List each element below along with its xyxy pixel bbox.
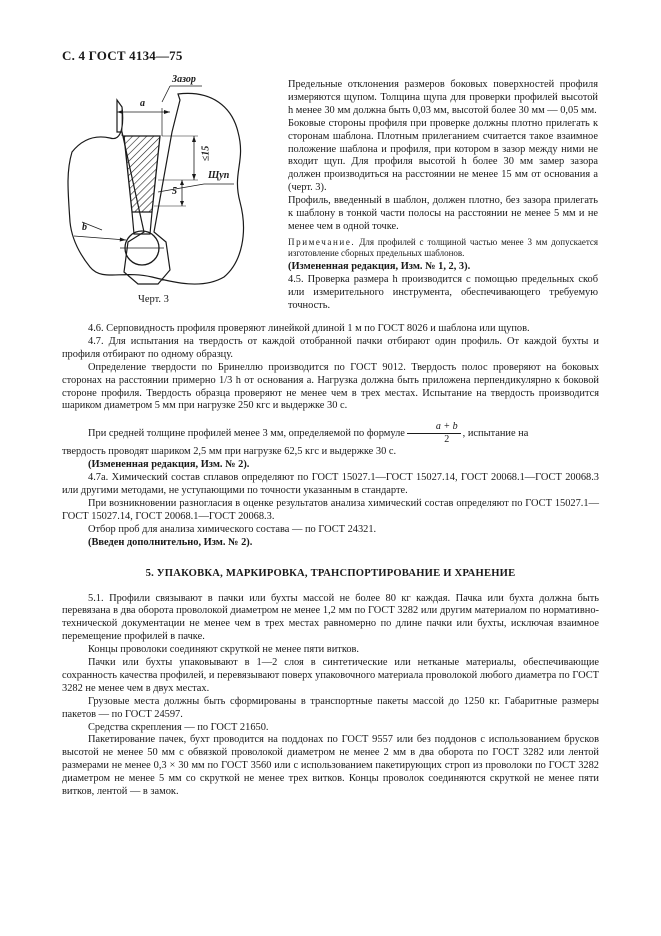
label-b: b (82, 222, 87, 233)
template-outline (68, 93, 243, 284)
label-a: а (140, 98, 145, 109)
paragraph-brinell: Определение твердости по Бринеллю производится по ГОСТ 9012. Твердость полос проверяют на боковых сторонах на расстоянии примерно 1/3 h от основания а. Нагрузка должна быть приложена перпендикулярно к боковой стороне профиля. Твердость образца проверяют не менее чем в трех местах. Испытание на твердость производится шариком диаметром 5 мм при нагрузке 250 кгс и выдержке 30 с. (62, 361, 599, 412)
paragraph-wire-ends: Концы проволоки соединяют скруткой не менее пяти витков. (88, 644, 360, 656)
paragraph-4-6: 4.6. Серповидность профиля проверяют линейкой длиной 1 м по ГОСТ 8026 и шаблона или щупов. (88, 323, 530, 334)
note-paragraph (288, 237, 598, 259)
paragraph-fit: Боковые стороны профиля при проверке должны плотно прилегать к сторонам шаблона. Плотным прилеганием считается такое взаимное положение шаблона и профиля, при котором в зазор между ними не входит щуп. Для профиля высотой h более 30 мм замер зазора должен производиться на расстоянии не менее 15 мм от основания а (черт. 3). (288, 117, 598, 194)
label-dim-15: ≤15 (200, 145, 212, 162)
note-text: Для профилей с толщиной частью менее 3 мм допускается изготовление сборных предельных шаблонов. (288, 236, 598, 259)
section-5-heading: 5. УПАКОВКА, МАРКИРОВКА, ТРАНСПОРТИРОВАНИЕ И ХРАНЕНИЕ (145, 567, 516, 579)
paragraph-4-5: 4.5. Проверка размера h производится с помощью предельных скоб или измерительного инструмента, обеспечивающего требуемую точность. (288, 274, 598, 311)
edit-note-1: (Измененная редакция, Изм. № 1, 2, 3). (288, 261, 471, 273)
label-probe: Щуп (208, 170, 230, 181)
formula-numerator: a + b (407, 421, 461, 434)
formula-lead: При средней толщине профилей менее 3 мм, определяемой по формуле (88, 428, 405, 440)
paragraph-formula-cont: твердость проводят шариком 2,5 мм при нагрузке 62,5 кгс и выдержке 30 с. (62, 446, 397, 458)
edit-note-2: (Измененная редакция, Изм. № 2). (88, 459, 250, 471)
paragraph-4-7: 4.7. Для испытания на твердость от каждой отобранной пачки отбирают один профиль. От каждой бухты и профиля отбирают по одному образцу. (62, 335, 599, 360)
figure-caption: Черт. 3 (138, 294, 169, 305)
page-header: С. 4 ГОСТ 4134—75 (62, 48, 183, 63)
paragraph-formula (62, 421, 599, 446)
right-column-text (288, 79, 598, 313)
note-label: Примечание. (288, 236, 356, 247)
paragraph-cargo: Грузовые места должны быть сформированы в транспортные пакеты массой до 1250 кг. Габаритные размеры пакетов — по ГОСТ 24597. (62, 695, 599, 720)
paragraph-palletizing: Пакетирование пачек, бухт проводится на поддонах по ГОСТ 9557 или без поддонов с использованием брусков высотой не менее 50 мм с обвязкой проволокой диаметром не менее 2 мм в два оборота по ГОСТ 3282 или лентой размерами не менее 0,3 × 30 мм по ГОСТ 3560 или с использованием пакетирующих строп из проволоки по ГОСТ 3282 диаметром не менее 5 мм со скруткой не менее трех витков. Концы проволок соединяются скруткой не менее пяти витков, лентой — в замок. (62, 734, 599, 798)
paragraph-disagreement: При возникновении разногласия в оценке результатов анализа химический состав определяют по ГОСТ 15027.1—ГОСТ 15027.14, ГОСТ 20068.1—ГОСТ 20068.3. (62, 497, 599, 522)
paragraph-probe-thickness: Предельные отклонения размеров боковых поверхностей профиля измеряются щупом. Толщина щупа для проверки профилей высотой h менее 30 мм должна быть 0,03 мм, высотой более 30 мм — 0,05 мм. (288, 79, 598, 116)
paragraph-sampling: Отбор проб для анализа химического состава — по ГОСТ 24321. (88, 523, 377, 535)
formula-tail: , испытание на (462, 428, 529, 440)
formula-denominator: 2 (444, 434, 450, 446)
added-note: (Введен дополнительно, Изм. № 2). (88, 536, 253, 548)
template-profile-diagram (62, 72, 272, 312)
paragraph-inserted-profile: Профиль, введенный в шаблон, должен плотно, без зазора прилегать к шаблону в тонкой части полосы на расстоянии не менее 5 мм и не менее чем в одной точке. (288, 195, 598, 232)
profile-section (124, 136, 160, 212)
paragraph-packaging-layers: Пачки или бухты упаковывают в 1—2 слоя в синтетические или нетканые материалы, обеспечивающие сохранность качества профилей, и перевязывают поверх упаковочного материала проволокой любого диаметра по ГОСТ 3282 не менее чем в двух местах. (62, 657, 599, 694)
main-text (62, 323, 599, 799)
formula-fraction (407, 421, 461, 446)
paragraph-4-7a: 4.7а. Химический состав сплавов определяют по ГОСТ 15027.1—ГОСТ 15027.14, ГОСТ 20068.1—ГОСТ 20068.3 или другими методами, не уступающими по точности указанным в стандарте. (62, 472, 599, 497)
figure-drawing-3 (62, 72, 272, 312)
paragraph-5-1: 5.1. Профили связывают в пачки или бухты массой не более 80 кг каждая. Пачка или бухта должна быть перевязана в два оборота проволокой диаметром не менее 1,2 мм по ГОСТ 3282 или другим материалом по нормативно-технической документации не менее чем в трех местах равномерно по длине пачки или бухты, исключая взаимное перемещение профилей в пачке. (62, 592, 599, 643)
paragraph-fastening: Средства скрепления — по ГОСТ 21650. (88, 721, 269, 733)
label-gap: Зазор (172, 74, 196, 85)
label-five: 5 (172, 186, 177, 197)
